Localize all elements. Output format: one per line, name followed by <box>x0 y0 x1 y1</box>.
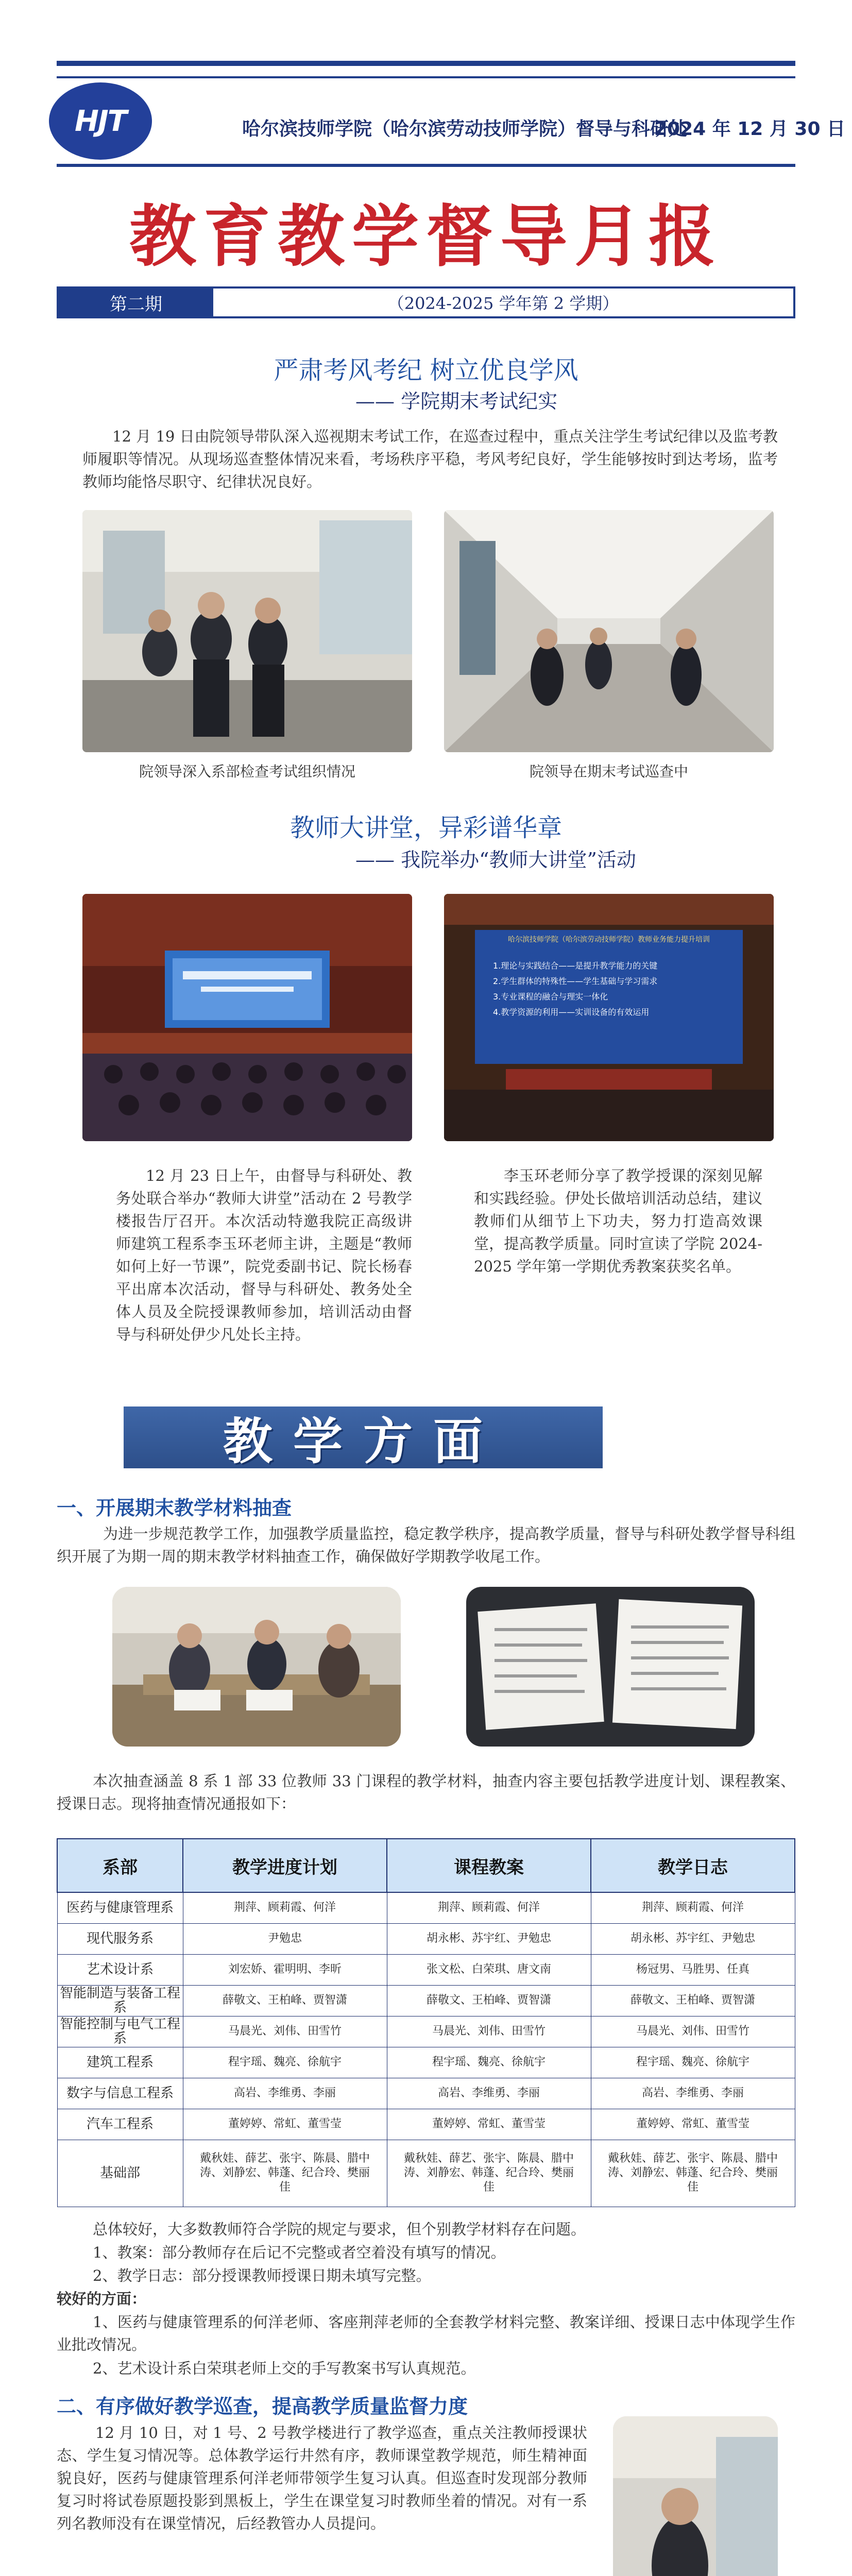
table-cell: 程宇瑶、魏亮、徐航宇 <box>591 2047 795 2078</box>
photo-caption-right: 院领导在期末考试巡查中 <box>529 763 688 780</box>
table-cell: 荆萍、顾莉霞、何洋 <box>183 1892 387 1923</box>
table-cell: 马晨光、刘伟、田雪竹 <box>183 2016 387 2047</box>
article1-title: 严肃考风考纪 树立优良学风 <box>274 356 578 385</box>
table-row <box>57 1923 795 1954</box>
section1-good-title: 较好的方面： <box>57 2290 147 2308</box>
section1-issue: 2、教学日志：部分授课教师授课日期未填写完整。 <box>93 2267 431 2284</box>
article2-body-right: 李玉环老师分享了教学授课的深刻见解和实践经验。伊处长做培训活动总结，建议教师们从细节上下功夫，努力打造高效课堂，提高教学质量。同时宣读了学院 2024-2025 学年第一学期优秀教案获奖名单。 <box>474 1167 762 1275</box>
section1-title: 一、开展期末教学材料抽查 <box>57 1497 292 1519</box>
header-rule-bottom <box>57 164 795 167</box>
table-cell: 荆萍、顾莉霞、何洋 <box>591 1892 795 1923</box>
institution-name: 哈尔滨技师学院（哈尔滨劳动技师学院）督导与科研处 <box>242 118 688 140</box>
table-cell: 医药与健康管理系 <box>57 1892 183 1923</box>
photo-caption-left: 院领导深入系部检查考试组织情况 <box>139 763 355 780</box>
photo-teaching-patrol <box>613 2416 778 2576</box>
section1-body: 为进一步规范教学工作，加强教学质量监控，稳定教学秩序，提高教学质量，督导与科研处教学督导科组织开展了为期一周的期末教学材料抽查工作，确保做好学期教学收尾工作。 <box>57 1525 795 1565</box>
table-cell: 戴秋娃、薛艺、张宇、陈晨、腊中涛、刘静宏、韩蓬、纪合玲、樊丽佳 <box>591 2140 795 2207</box>
college-logo: HJT <box>49 82 152 160</box>
table-row <box>57 2016 795 2047</box>
table-cell: 现代服务系 <box>57 1923 183 1954</box>
screen-line: 3.专业课程的融合与理实一体化 <box>493 992 608 1002</box>
table-row <box>57 1892 795 1923</box>
table-cell: 数字与信息工程系 <box>57 2078 183 2109</box>
table-row <box>57 1954 795 1985</box>
section1-good: 2、艺术设计系白荣琪老师上交的手写教案书写认真规范。 <box>93 2360 476 2377</box>
table-cell: 戴秋娃、薛艺、张宇、陈晨、腊中涛、刘静宏、韩蓬、纪合玲、樊丽佳 <box>183 2140 387 2207</box>
table-cell: 马晨光、刘伟、田雪竹 <box>591 2016 795 2047</box>
masthead-title: 教育教学督导月报 <box>129 197 723 276</box>
article2-subtitle: —— 我院举办“教师大讲堂”活动 <box>355 849 636 871</box>
table-cell: 程宇瑶、魏亮、徐航宇 <box>183 2047 387 2078</box>
table-header: 系部 <box>57 1839 183 1892</box>
table-cell: 杨冠男、马胜男、任真 <box>591 1954 795 1985</box>
table-cell: 董婷婷、常虹、董雪莹 <box>387 2109 591 2140</box>
issue-number: 第二期 <box>59 289 213 316</box>
section-banner-text: 教学方面 <box>223 1412 503 1470</box>
table-cell: 薛敬文、王柏峰、贾智潇 <box>183 1985 387 2016</box>
article2-title: 教师大讲堂，异彩谱华章 <box>289 814 562 842</box>
photo-teaching-materials <box>466 1587 755 1747</box>
table-cell: 马晨光、刘伟、田雪竹 <box>387 2016 591 2047</box>
table-cell: 基础部 <box>57 2140 183 2207</box>
table-cell: 戴秋娃、薛艺、张宇、陈晨、腊中涛、刘静宏、韩蓬、纪合玲、樊丽佳 <box>387 2140 591 2207</box>
table-cell: 胡永彬、苏宇红、尹勉忠 <box>591 1923 795 1954</box>
table-cell: 高岩、李维勇、李丽 <box>387 2078 591 2109</box>
screen-line: 4.教学资源的利用——实训设备的有效运用 <box>493 1007 650 1017</box>
section-banner <box>124 1406 603 1468</box>
header-rule-thin <box>57 76 795 78</box>
table-cell: 荆萍、顾莉霞、何洋 <box>387 1892 591 1923</box>
table-cell: 建筑工程系 <box>57 2047 183 2078</box>
screen-line: 2.学生群体的特殊性——学生基础与学习需求 <box>493 976 658 986</box>
article1-body: 12 月 19 日由院领导带队深入巡视期末考试工作，在巡查过程中，重点关注学生考试纪律以及监考教师履职等情况。从现场巡查整体情况来看，考场秩序平稳，考风考纪良好，学生能够按时到达考场，监考教师均能恪尽职守、纪律状况良好。 <box>82 428 778 490</box>
table-header: 课程教案 <box>387 1839 591 1892</box>
table-cell: 张文松、白荣琪、唐文南 <box>387 1954 591 1985</box>
table-row <box>57 2047 795 2078</box>
article2-body-left: 12 月 23 日上午，由督导与科研处、教务处联合举办“教师大讲堂”活动在 2 号教学楼报告厅召开。本次活动特邀我院正高级讲师建筑工程系李玉环老师主讲，主题是“教师如何上好一节课”，院党委副书记、院长杨春平出席本次活动，督导与科研处、教务处全体人员及全院授课教师参加，培训活动由督导与科研处伊少凡处长主持。 <box>116 1167 412 1343</box>
section2-title: 二、有序做好教学巡查，提高教学质量监督力度 <box>57 2395 468 2418</box>
publish-date: 2024 年 12 月 30 日 <box>654 118 846 140</box>
term-label: （2024-2025 学年第 2 学期） <box>387 294 619 313</box>
table-cell: 尹勉忠 <box>183 1923 387 1954</box>
table-row <box>57 2109 795 2140</box>
section1-good: 1、医药与健康管理系的何洋老师、客座荆萍老师的全套教学材料完整、教案详细、授课日志中体现学生作业批改情况。 <box>57 2313 795 2353</box>
table-header: 教学进度计划 <box>183 1839 387 1892</box>
table-cell: 高岩、李维勇、李丽 <box>591 2078 795 2109</box>
photo-lecture-screen <box>444 894 774 1141</box>
screen-outline <box>493 958 730 1020</box>
table-cell: 薛敬文、王柏峰、贾智潇 <box>387 1985 591 2016</box>
table-cell: 薛敬文、王柏峰、贾智潇 <box>591 1985 795 2016</box>
photo-exam-inspection-hall <box>82 510 412 752</box>
section1-summary: 总体较好，大多数教师符合学院的规定与要求，但个别教学材料存在问题。 <box>93 2221 586 2238</box>
screen-line: 1.理论与实践结合——是提升教学能力的关键 <box>493 961 658 971</box>
section1-issue: 1、教案：部分教师存在后记不完整或者空着没有填写的情况。 <box>93 2244 506 2261</box>
table-cell: 胡永彬、苏宇红、尹勉忠 <box>387 1923 591 1954</box>
issue-bar <box>57 286 795 318</box>
table-cell: 董婷婷、常虹、董雪莹 <box>591 2109 795 2140</box>
photo-material-check <box>112 1587 401 1747</box>
table-cell: 智能控制与电气工程系 <box>57 2016 183 2047</box>
section1-body2: 本次抽查涵盖 8 系 1 部 33 位教师 33 门课程的教学材料，抽查内容主要包括教学进度计划、课程教案、授课日志。现将抽查情况通报如下： <box>57 1772 795 1812</box>
screen-title: 哈尔滨技师学院（哈尔滨劳动技师学院）教师业务能力提升培训 <box>508 936 710 944</box>
header-rule-top <box>57 61 795 66</box>
table-cell: 董婷婷、常虹、董雪莹 <box>183 2109 387 2140</box>
material-check-table <box>57 1838 795 2207</box>
table-cell: 艺术设计系 <box>57 1954 183 1985</box>
section2-body: 12 月 10 日，对 1 号、2 号教学楼进行了教学巡查，重点关注教师授课状态、学生复习情况等。总体教学运行井然有序，教师课堂教学规范，师生精神面貌良好，医药与健康管理系何洋老师带领学生复习认真。但巡查时发现部分教师复习时将试卷原题投影到黑板上，学生在课堂复习时教师坐着的情况。对有一系列名教师没有在课堂情况，后经教管办人员提问。 <box>57 2424 587 2532</box>
table-header: 教学日志 <box>591 1839 795 1892</box>
table-row <box>57 1985 795 2016</box>
table-cell: 刘宏娇、霍明明、李昕 <box>183 1954 387 1985</box>
table-cell: 程宇瑶、魏亮、徐航宇 <box>387 2047 591 2078</box>
table-cell: 智能制造与装备工程系 <box>57 1985 183 2016</box>
article1-subtitle: —— 学院期末考试纪实 <box>355 390 558 413</box>
photo-exam-corridor <box>444 510 774 752</box>
table-row <box>57 2140 795 2207</box>
table-cell: 高岩、李维勇、李丽 <box>183 2078 387 2109</box>
table-row <box>57 2078 795 2109</box>
photo-lecture-hall <box>82 894 412 1141</box>
table-cell: 汽车工程系 <box>57 2109 183 2140</box>
